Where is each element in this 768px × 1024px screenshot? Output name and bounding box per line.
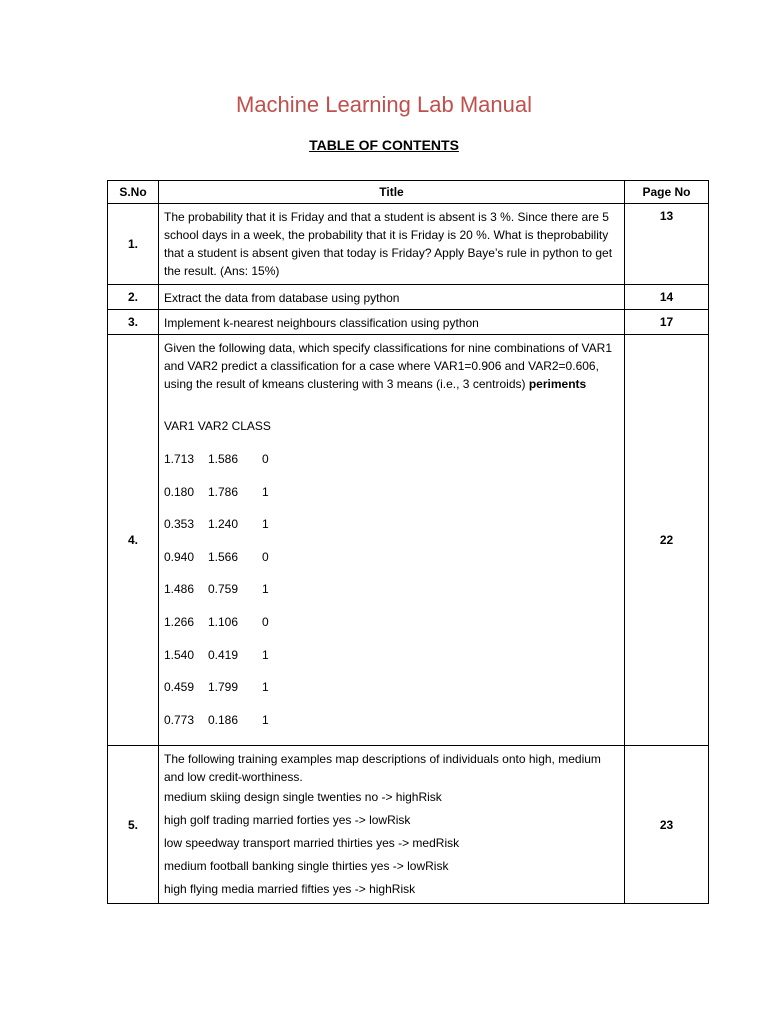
row-title-with-data: [159, 335, 625, 746]
data-row: [164, 483, 619, 516]
class-value: 1: [262, 647, 269, 662]
training-example: medium skiing design single twenties no -> highRisk: [164, 790, 442, 805]
row-title-bold-suffix: periments: [528, 377, 587, 391]
data-row: [164, 678, 619, 711]
var2-value: 0.186: [208, 712, 239, 727]
row-page: 13: [625, 204, 709, 285]
var2-value: 1.566: [208, 549, 239, 564]
table-row: [108, 310, 709, 335]
var1-value: 1.486: [164, 582, 195, 597]
class-value: 1: [262, 582, 269, 597]
contents-table: [107, 180, 709, 904]
data-rows: [164, 450, 619, 743]
row-sno: 5.: [108, 746, 159, 904]
row-page: 22: [625, 335, 709, 746]
var1-value: 0.180: [164, 484, 195, 499]
class-value: 1: [262, 712, 269, 727]
var2-value: 1.106: [208, 614, 239, 629]
table-row: [108, 746, 709, 904]
class-value: 0: [262, 452, 269, 466]
row-sno: 3.: [108, 310, 159, 335]
data-row: [164, 711, 619, 744]
var1-value: 0.773: [164, 712, 195, 727]
row-page: 23: [625, 746, 709, 904]
header-page: Page No: [625, 181, 709, 204]
training-example: high golf trading married forties yes -> lowRisk: [164, 813, 411, 828]
row-title: The following training examples map descriptions of individuals onto high, medium and low credit-worthiness.: [164, 752, 601, 785]
row-page: 14: [625, 285, 709, 310]
class-value: 1: [262, 517, 269, 532]
table-header-row: [108, 181, 709, 204]
class-value: 0: [262, 614, 269, 629]
training-example: high flying media married fifties yes -> highRisk: [164, 882, 416, 897]
var2-value: 1.240: [208, 517, 239, 532]
row-title: Implement k-nearest neighbours classification using python: [159, 310, 625, 335]
data-row: [164, 450, 619, 483]
var1-value: 1.540: [164, 647, 195, 662]
header-title: Title: [159, 181, 625, 204]
document-title: Machine Learning Lab Manual: [236, 92, 532, 117]
var1-value: 0.459: [164, 680, 195, 695]
data-row: [164, 515, 619, 548]
var2-value: 1.586: [208, 452, 239, 466]
class-value: 1: [262, 484, 269, 499]
row-title: Given the following data, which specify classifications for nine combinations of VAR1 and VAR2 predict a classification for a case where VAR1=0.906 and VAR2=0.606, using the result of kmeans clustering with 3 means (i.e., 3 centroids): [164, 341, 613, 391]
training-example: low speedway transport married thirties yes -> medRisk: [164, 836, 460, 851]
data-row: [164, 580, 619, 613]
data-row: [164, 646, 619, 679]
class-value: 0: [262, 549, 269, 564]
header-sno: S.No: [108, 181, 159, 204]
var1-value: 1.266: [164, 614, 195, 629]
row-title: The probability that it is Friday and that a student is absent is 3 %. Since there are 5 school days in a week, the probability that it is Friday is 20 %. What is theprobability that a student is absent given that today is Friday? Apply Baye’s rule in python to get the result. (Ans: 15%): [159, 204, 625, 285]
data-row: [164, 613, 619, 646]
class-value: 1: [262, 680, 269, 695]
example-lines: [164, 786, 619, 901]
row-sno: 4.: [108, 335, 159, 746]
row-page: 17: [625, 310, 709, 335]
table-row: [108, 335, 709, 746]
var1-value: 0.353: [164, 517, 195, 532]
table-row: [108, 285, 709, 310]
row-title-with-examples: [159, 746, 625, 904]
table-row: [108, 204, 709, 285]
var1-value: 0.940: [164, 549, 195, 564]
row-title: Extract the data from database using python: [159, 285, 625, 310]
var1-value: 1.713: [164, 452, 195, 466]
row-sno: 1.: [108, 204, 159, 285]
data-header: VAR1 VAR2 CLASS: [164, 419, 271, 433]
var2-value: 0.759: [208, 582, 239, 597]
training-example: medium football banking single thirties yes -> lowRisk: [164, 859, 449, 874]
data-row: [164, 548, 619, 581]
var2-value: 0.419: [208, 647, 239, 662]
var2-value: 1.799: [208, 680, 239, 695]
table-of-contents-heading: TABLE OF CONTENTS: [309, 137, 459, 153]
var2-value: 1.786: [208, 484, 239, 499]
row-sno: 2.: [108, 285, 159, 310]
